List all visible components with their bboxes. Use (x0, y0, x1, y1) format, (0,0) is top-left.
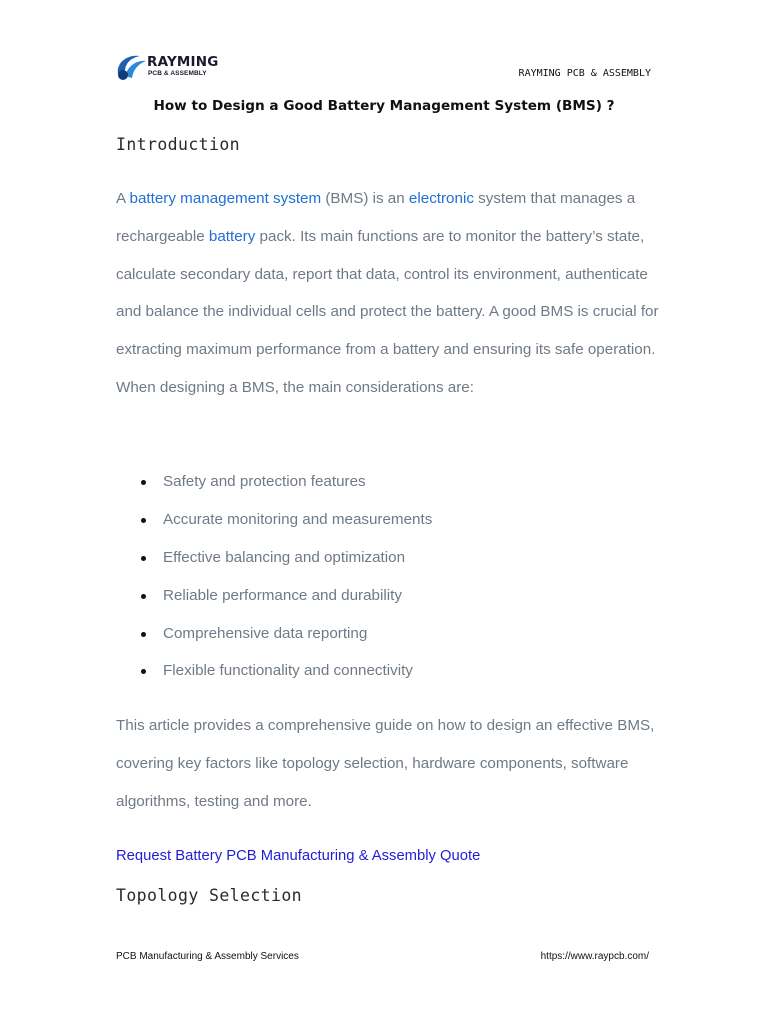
rayming-logo (114, 50, 224, 84)
list-item-text: Effective balancing and optimization (163, 548, 406, 566)
logo-subtitle: PCB & ASSEMBLY (148, 70, 207, 77)
intro-paragraph (116, 180, 661, 407)
bullet-icon (141, 594, 146, 599)
list-item-text: Comprehensive data reporting (163, 624, 368, 642)
bullet-icon (141, 480, 146, 485)
considerations-list (116, 463, 661, 690)
request-quote-link[interactable]: Request Battery PCB Manufacturing & Assembly Quote (116, 848, 481, 864)
intro-text-1: (BMS) is an (321, 190, 409, 207)
electronic-link[interactable]: electronic (408, 190, 474, 207)
page-title: How to Design a Good Battery Management System (BMS) ? (153, 98, 615, 114)
footer-services-text: PCB Manufacturing & Assembly Services (116, 951, 299, 962)
battery-link[interactable]: battery (208, 227, 256, 245)
list-item-text: Safety and protection features (163, 473, 366, 490)
bullet-icon (141, 556, 146, 561)
section-heading-topology-selection: Topology Selection (116, 886, 303, 905)
intro-text-0: A (116, 190, 130, 207)
list-item-text: Reliable performance and durability (163, 586, 402, 604)
bullet-icon (141, 518, 146, 523)
bullet-icon (141, 632, 146, 637)
list-item (116, 577, 661, 615)
logo-name: RAYMING (147, 54, 219, 70)
list-item (116, 539, 661, 577)
battery-management-system-link[interactable]: battery management system (129, 190, 322, 207)
section-heading-introduction: Introduction (116, 135, 241, 154)
summary-paragraph: This article provides a comprehensive guide on how to design an effective BMS, covering key factors like topology selection, hardware components, software algorithms, testing and more. (116, 717, 655, 810)
intro-text-3: pack. Its main functions are to monitor the battery’s state, calculate secondary data, report that data, control its environment, authenticate and balance the individual cells and protect the battery. A good BMS is crucial for extracting maximum performance from a battery and ensuring its safe operation. When designing a BMS, the main considerations are: (116, 227, 659, 396)
bullet-icon (141, 669, 146, 674)
intro-text-2: system that manages a rechargeable (116, 190, 636, 245)
list-item (116, 463, 661, 501)
list-item (116, 615, 661, 653)
list-item (116, 501, 661, 539)
footer-website-url: https://www.raypcb.com/ (540, 951, 649, 962)
rayming-logo-icon (114, 52, 148, 82)
list-item (116, 652, 661, 690)
list-item-text: Flexible functionality and connectivity (163, 662, 413, 680)
list-item-text: Accurate monitoring and measurements (163, 510, 433, 528)
header-company-name: RAYMING PCB & ASSEMBLY (518, 68, 651, 79)
